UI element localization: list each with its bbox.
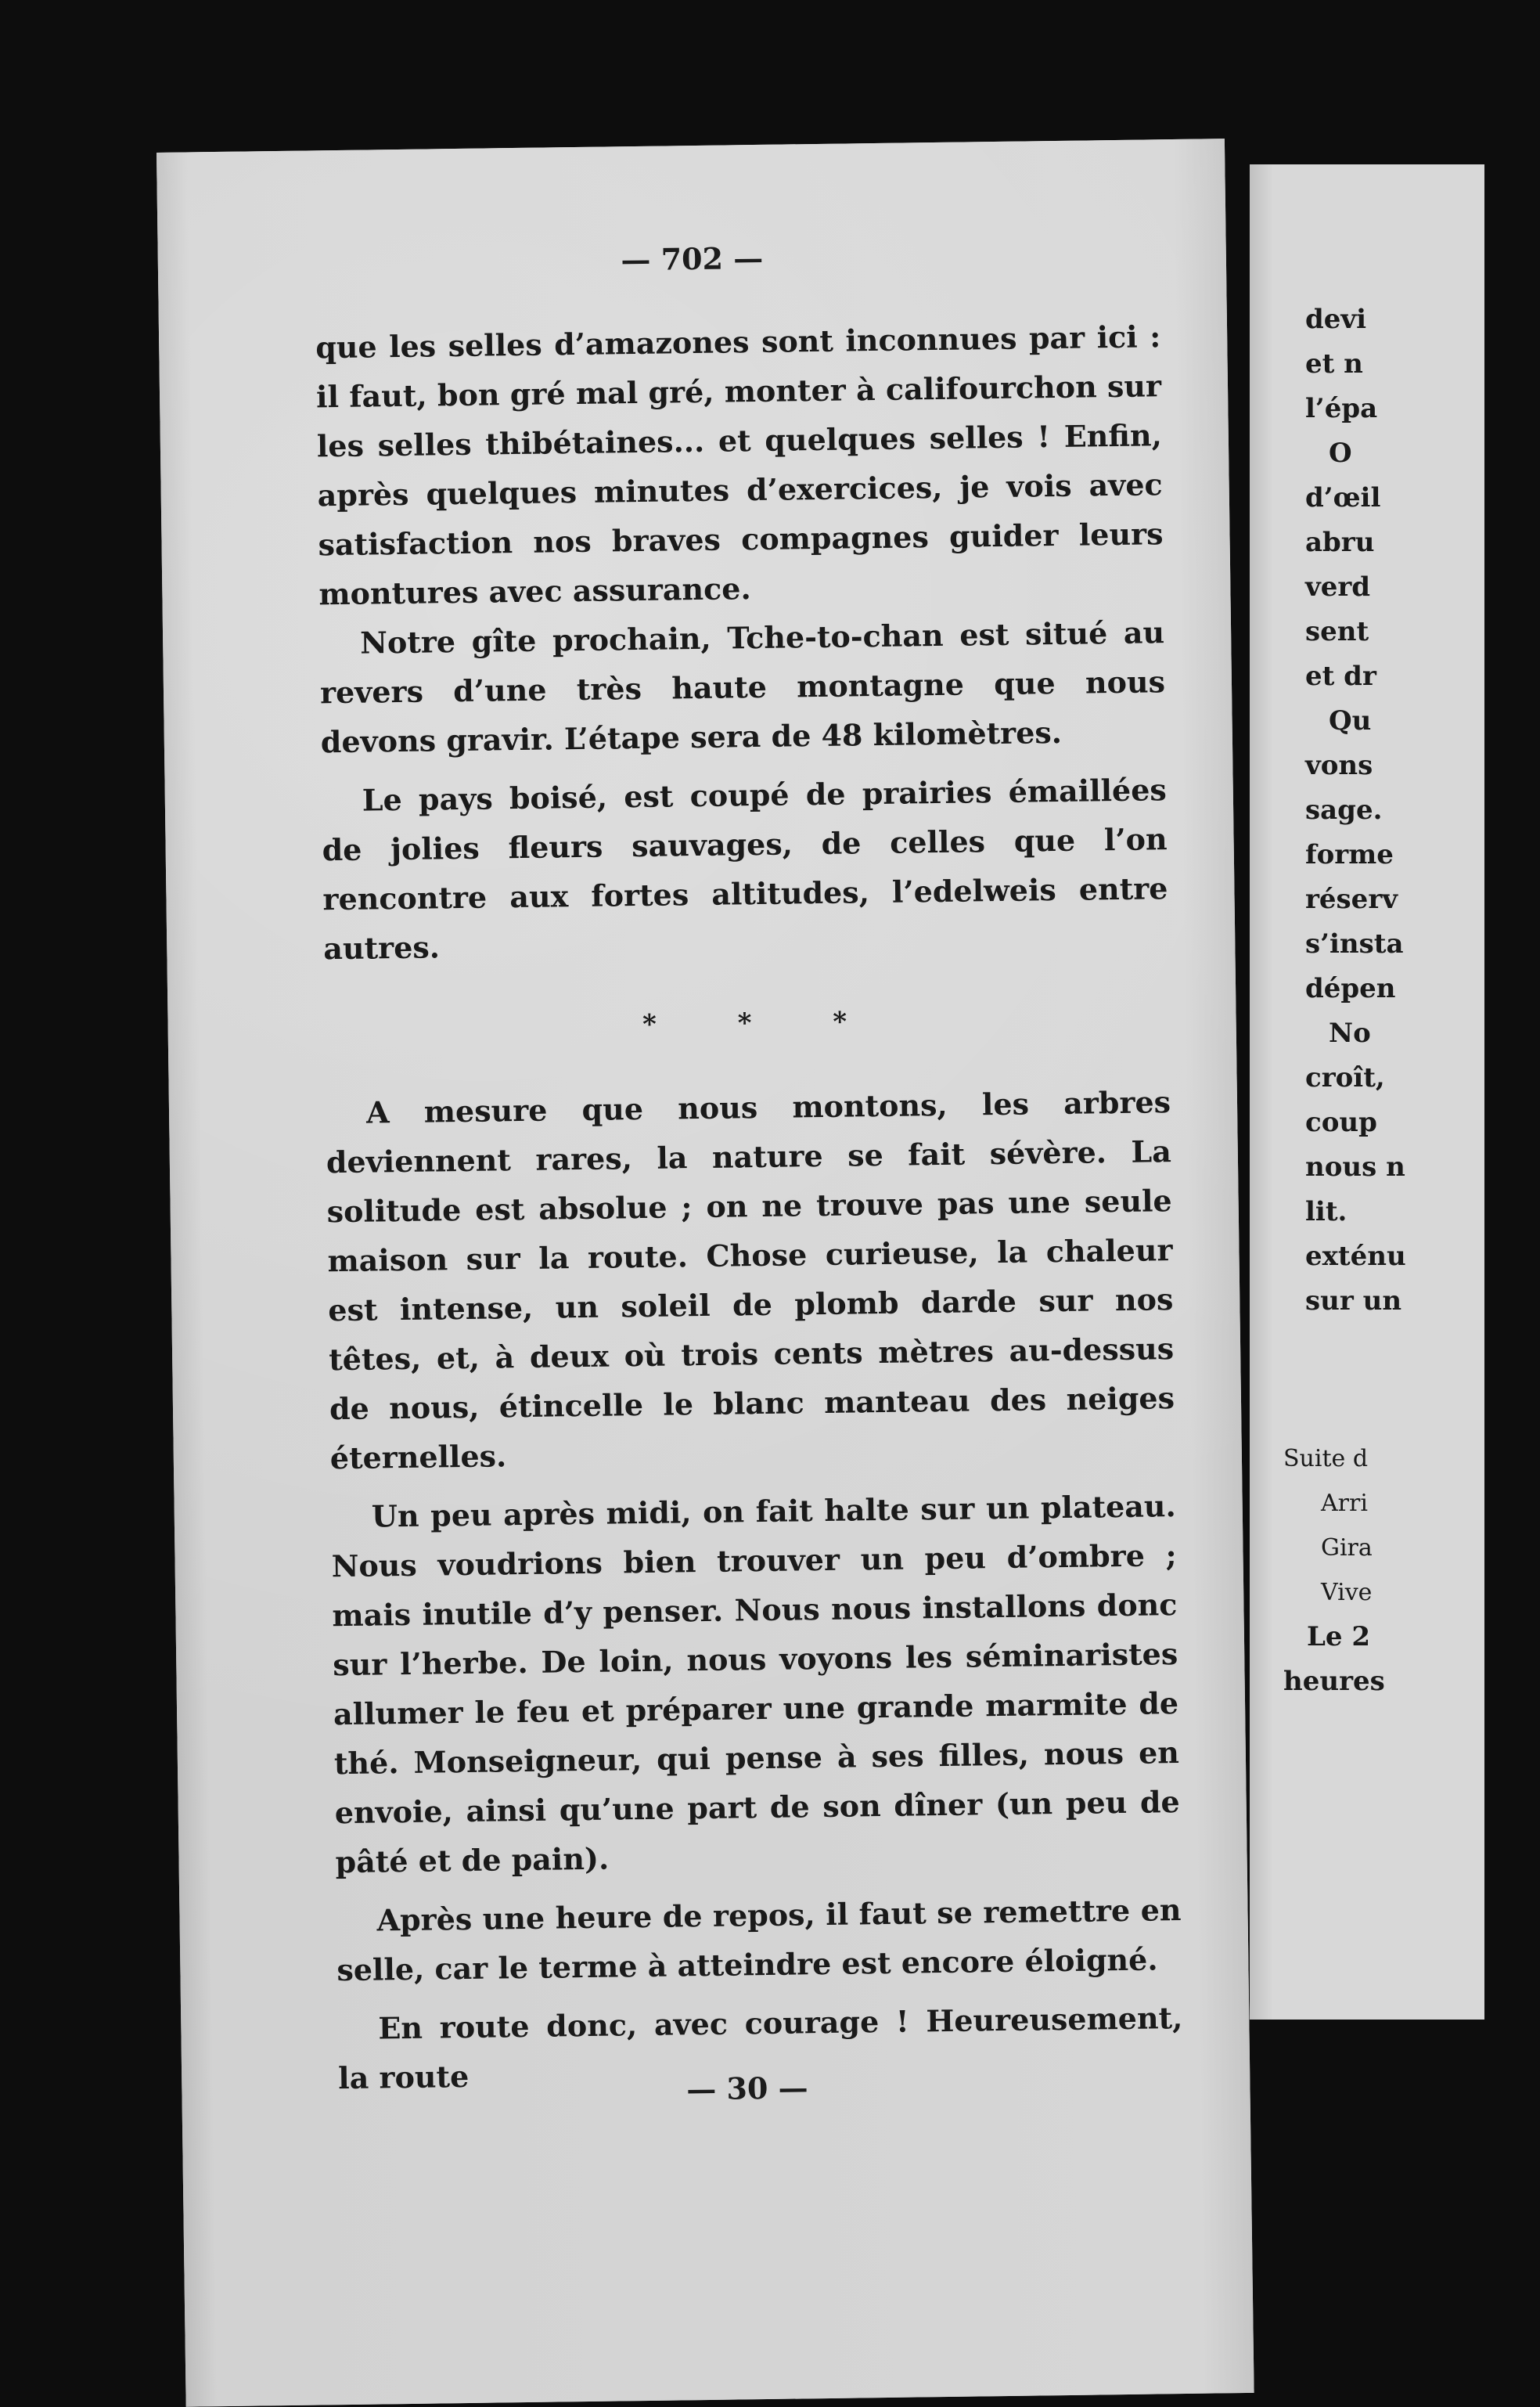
paragraph-2: Notre gîte prochain, Tche-to-chan est situé au revers d’une très haute montagne que nous devons gravir. L’étape sera de 48 kilomètres.	[319, 614, 1166, 760]
right-note-line: Suite d	[1283, 1445, 1369, 1472]
right-note-line: heures	[1283, 1666, 1385, 1697]
right-line: O	[1329, 438, 1352, 469]
right-line: dépen	[1305, 973, 1396, 1004]
right-line: sage.	[1305, 795, 1383, 826]
right-line: devi	[1305, 304, 1367, 335]
paragraph-4: A mesure que nous montons, les arbres deviennent rares, la nature se fait sévère. La solitude est absolue ; on ne trouve pas une seule maison sur la route. Chose curieuse, la chaleur est intense, un soleil de plomb darde sur nos têtes, et, à deux où trois cents mètres au-dessus de nous, étincelle le blanc manteau des neiges éternelles.	[326, 1084, 1175, 1476]
right-line: l’épa	[1305, 393, 1378, 424]
paragraph-6: Après une heure de repos, il faut se remettre en selle, car le terme à atteindre est encore éloigné.	[336, 1892, 1182, 1988]
right-note-line: Arri	[1321, 1490, 1368, 1517]
right-line: verd	[1305, 571, 1371, 603]
page-footer-number: — 30 —	[685, 2070, 808, 2107]
right-page-text	[1305, 297, 1540, 1324]
right-note-line: Vive	[1321, 1579, 1373, 1606]
right-line: exténu	[1305, 1241, 1406, 1272]
right-line: s’insta	[1305, 928, 1404, 960]
paragraph-1: que les selles d’amazones sont inconnues par ici : il faut, bon gré mal gré, monter à califourchon sur les selles thibétaines... et quelques selles ! Enfin, après quelques minutes d’exercices, je vois avec satisfaction nos braves compagnes guider leurs montures avec assurance.	[315, 319, 1164, 612]
right-line: Qu	[1329, 705, 1372, 737]
right-line: croît,	[1305, 1062, 1385, 1094]
main-text	[315, 312, 1184, 2103]
left-page	[157, 139, 1254, 2407]
paragraph-3: Le pays boisé, est coupé de prairies émaillées de jolies fleurs sauvages, de celles que l’on rencontre aux fortes altitudes, l’edelweis entre autres.	[322, 772, 1168, 967]
paragraph-7: En route donc, avec courage ! Heureusement, la route	[337, 2000, 1183, 2096]
right-line: abru	[1305, 527, 1375, 558]
right-line: d’œil	[1305, 482, 1381, 513]
right-line: nous n	[1305, 1151, 1405, 1183]
right-line: coup	[1305, 1107, 1377, 1138]
right-line: et dr	[1305, 661, 1376, 692]
right-page-notes	[1283, 1436, 1385, 1704]
right-line: No	[1329, 1018, 1371, 1049]
paragraph-5: Un peu après midi, on fait halte sur un plateau. Nous voudrions bien trouver un peu d’ombre ; mais inutile d’y penser. Nous nous installons donc sur l’herbe. De loin, nous voyons les séminaristes allumer le feu et préparer une grande marmite de thé. Monseigneur, qui pense à ses filles, nous en envoie, ainsi qu’une part de son dîner (un peu de pâté et de pain).	[331, 1488, 1180, 1880]
right-note-line: Gira	[1321, 1534, 1373, 1562]
right-line: sur un	[1305, 1285, 1402, 1317]
right-line: et n	[1305, 348, 1363, 380]
right-line: lit.	[1305, 1196, 1348, 1227]
right-note-line: Le 2	[1307, 1621, 1371, 1652]
right-line: sent	[1305, 616, 1369, 647]
page-header-number: — 702 —	[621, 240, 764, 278]
section-separator: * * *	[642, 1005, 883, 1040]
right-line: forme	[1305, 839, 1394, 870]
right-line: vons	[1305, 750, 1373, 781]
right-line: réserv	[1305, 884, 1398, 915]
